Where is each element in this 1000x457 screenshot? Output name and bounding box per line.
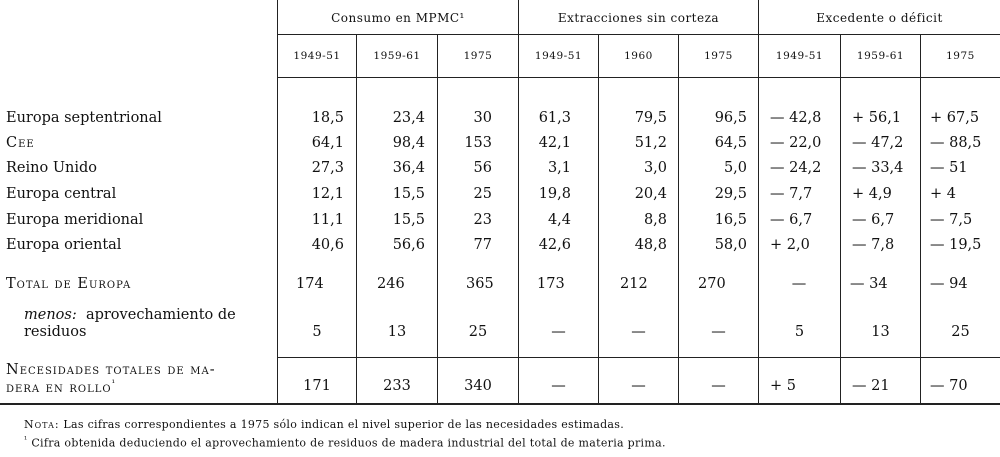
table-cell: 5,0	[723, 160, 747, 176]
table-cell-menos: 13	[871, 324, 890, 340]
table-cell-necesidades: — 70	[930, 378, 968, 394]
table-cell: — 42,8	[770, 110, 822, 126]
row-label: Cee	[6, 135, 35, 151]
footnote-text: Cifra obtenida deduciendo el aprovechamiento de residuos de madera industrial del total de materia prima.	[31, 436, 666, 450]
year-header: 1949-51	[775, 50, 824, 62]
table-bottom-rule	[0, 403, 1000, 405]
table-cell-necesidades: 340	[464, 378, 492, 394]
table-cell: 15,5	[392, 212, 425, 228]
table-cell: 77	[473, 237, 492, 253]
menos-label-line1: aprovechamiento de	[85, 307, 236, 323]
menos-italic: menos:	[24, 307, 77, 323]
necesidades-label-line2	[6, 379, 116, 396]
table-cell-total: 365	[466, 276, 494, 292]
row-label: Europa central	[6, 186, 117, 202]
header-rule	[277, 34, 1000, 35]
table-cell: 64,5	[714, 135, 747, 151]
year-header: 1975	[704, 50, 733, 62]
row-label: Europa oriental	[6, 237, 122, 253]
table-cell-necesidades: —	[631, 378, 646, 394]
table-cell: 42,1	[538, 135, 571, 151]
row-label: Reino Unido	[6, 160, 98, 176]
menos-label-line2: residuos	[24, 324, 87, 340]
table-cell-menos: 13	[387, 324, 407, 340]
table-cell: 4,4	[547, 212, 571, 228]
header-rule	[277, 77, 1000, 78]
table-cell: 11,1	[311, 212, 344, 228]
table-cell: — 33,4	[852, 160, 904, 176]
table-cell-total: 174	[296, 276, 324, 292]
table-cell-menos: —	[711, 324, 726, 340]
table-cell: 48,8	[634, 237, 667, 253]
table-cell: — 19,5	[930, 237, 982, 253]
table-cell: 30	[473, 110, 492, 126]
table-cell: — 47,2	[852, 135, 904, 151]
year-header: 1960	[624, 50, 653, 62]
table-cell-total: — 34	[850, 276, 888, 292]
table-cell: — 88,5	[930, 135, 982, 151]
year-header: 1959-61	[373, 50, 421, 62]
row-label-menos	[24, 307, 236, 323]
table-cell: 29,5	[714, 186, 747, 202]
table-cell: + 4	[930, 186, 956, 202]
table-cell: 40,6	[311, 237, 344, 253]
table-footnote	[24, 435, 666, 450]
table-cell-total: — 94	[930, 276, 968, 292]
year-header: 1959-61	[856, 50, 905, 62]
table-cell: 20,4	[634, 186, 667, 202]
table-cell: 96,5	[714, 110, 747, 126]
table-cell: 3,1	[547, 160, 571, 176]
table-cell-total: 212	[620, 276, 648, 292]
table-cell: 8,8	[643, 212, 667, 228]
table-cell-menos: 25	[951, 324, 970, 340]
table-cell: 3,0	[643, 160, 667, 176]
table-cell-necesidades: 171	[303, 378, 331, 394]
row-label: Europa meridional	[6, 212, 144, 228]
table-cell-total: 246	[377, 276, 405, 292]
table-cell-total: 270	[698, 276, 726, 292]
group-header-excedente: Excedente o déficit	[816, 11, 943, 25]
table-cell: — 7,7	[770, 186, 813, 202]
table-cell-necesidades: —	[551, 378, 566, 394]
table-cell: — 6,7	[852, 212, 895, 228]
table-cell-necesidades: — 21	[852, 378, 890, 394]
group-header-extracciones: Extracciones sin corteza	[557, 11, 720, 25]
column-divider	[840, 34, 841, 403]
table-cell: 12,1	[311, 186, 344, 202]
column-divider	[920, 34, 921, 403]
table-cell: — 6,7	[770, 212, 813, 228]
table-cell-menos: 5	[312, 324, 322, 340]
table-cell: 36,4	[392, 160, 425, 176]
year-header: 1975	[463, 50, 493, 62]
table-cell: 51,2	[634, 135, 667, 151]
table-cell: 56,6	[392, 237, 425, 253]
table-cell: — 22,0	[770, 135, 822, 151]
table-cell: — 7,5	[930, 212, 973, 228]
table-cell: — 7,8	[852, 237, 895, 253]
table-cell-total: 173	[537, 276, 565, 292]
necesidades-label-line1: Necesidades totales de ma-	[6, 362, 216, 378]
table-cell-necesidades: 233	[383, 378, 411, 394]
footnote-mark: ¹	[24, 435, 28, 444]
table-cell: 42,6	[538, 237, 571, 253]
table-cell: + 4,9	[852, 186, 892, 202]
note-text: Las cifras correspondientes a 1975 sólo indican el nivel superior de las necesidades estimadas.	[63, 418, 625, 431]
table-cell-total: —	[791, 276, 807, 292]
necesidades-label-text: dera en rollo	[6, 379, 112, 396]
table-cell: + 67,5	[930, 110, 980, 126]
table-cell: — 51	[930, 160, 968, 176]
table-cell: + 56,1	[852, 110, 902, 126]
table-cell-necesidades: + 5	[770, 378, 796, 394]
table-cell: 61,3	[538, 110, 571, 126]
table-cell: 25	[473, 186, 492, 202]
table-cell-menos: —	[551, 324, 566, 340]
footnote-marker: ¹	[111, 379, 117, 389]
table-cell: 79,5	[634, 110, 667, 126]
table-cell: 153	[464, 135, 492, 151]
note-label: Nota:	[24, 418, 60, 431]
year-header: 1949-51	[293, 50, 341, 62]
table-cell: 15,5	[392, 186, 425, 202]
table-cell: 16,5	[714, 212, 747, 228]
table-cell-menos: 25	[468, 324, 488, 340]
table-cell: 58,0	[714, 237, 747, 253]
group-header-consumo: Consumo en MPMC¹	[331, 11, 465, 25]
section-rule	[277, 357, 1000, 358]
year-header: 1949-51	[534, 50, 583, 62]
row-label: Europa septentrional	[6, 110, 162, 126]
table-cell: 18,5	[311, 110, 344, 126]
table-cell: 56	[473, 160, 492, 176]
row-label-total: Total de Europa	[6, 276, 132, 292]
table-cell: 27,3	[311, 160, 344, 176]
year-header: 1975	[946, 50, 975, 62]
table-cell: 23,4	[392, 110, 425, 126]
table-cell: — 24,2	[770, 160, 822, 176]
table-cell: 23	[473, 212, 492, 228]
table-cell-necesidades: —	[711, 378, 726, 394]
table-note	[24, 418, 624, 431]
table-cell-menos: 5	[794, 324, 805, 340]
table-cell: 64,1	[311, 135, 344, 151]
table-cell: + 2,0	[770, 237, 810, 253]
table-cell: 98,4	[392, 135, 425, 151]
table-cell: 19,8	[538, 186, 571, 202]
table-cell-menos: —	[631, 324, 646, 340]
